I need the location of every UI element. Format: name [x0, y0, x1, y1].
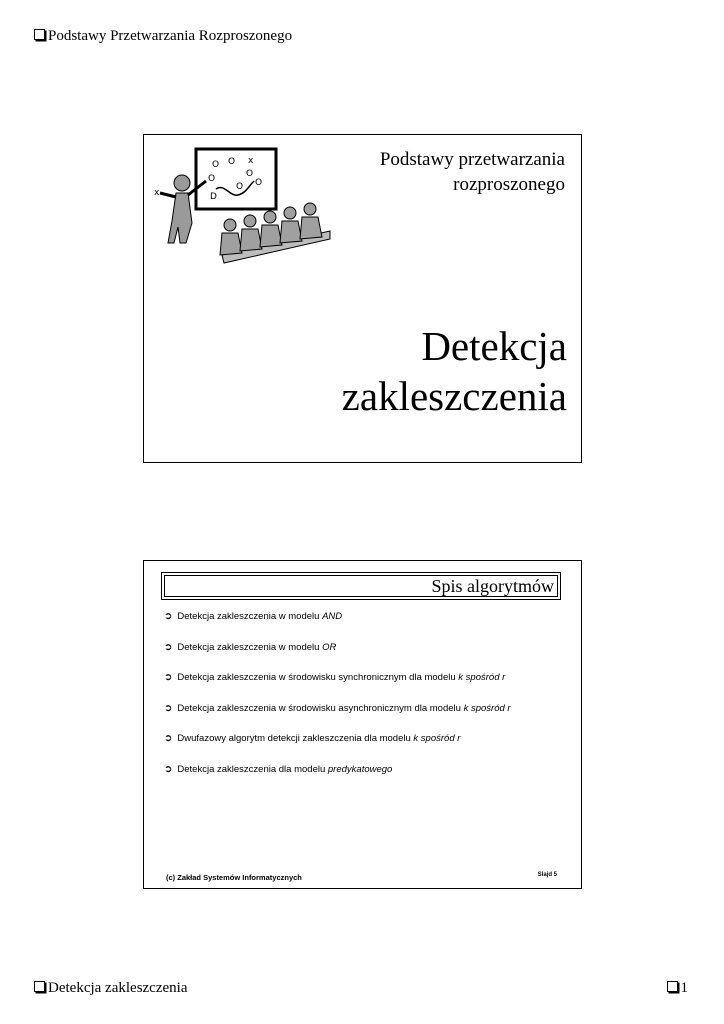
item-text: Detekcja zakleszczenia w środowisku asynchronicznym dla modelu: [177, 702, 464, 714]
item-emphasis: k spośród r: [463, 702, 511, 714]
board-mark: D: [210, 192, 217, 202]
title-line: Detekcja: [421, 323, 567, 369]
board-mark: O: [208, 174, 216, 184]
list-item: [164, 672, 511, 703]
arrow-bullet-icon: ➲: [164, 733, 173, 745]
algorithms-slide: [143, 560, 582, 889]
slide-title: Spis algorytmów: [431, 576, 554, 596]
slide-title-bar: [161, 572, 561, 600]
subtitle-line: Podstawy przetwarzania: [379, 149, 565, 170]
arrow-bullet-icon: ➲: [164, 763, 173, 775]
board-mark: O: [228, 157, 236, 167]
subtitle-line: rozproszonego: [453, 174, 565, 195]
item-emphasis: predykatowego: [327, 763, 393, 775]
list-item: [164, 642, 511, 673]
item-text: Detekcja zakleszczenia dla modelu: [177, 763, 328, 775]
algorithm-list: [164, 611, 511, 795]
item-text: Detekcja zakleszczenia w środowisku synchronicznym dla modelu: [177, 672, 459, 684]
item-text: Detekcja zakleszczenia w modelu: [177, 611, 323, 622]
slide-footer-copyright: (c) Zakład Systemów Informatycznych: [166, 873, 302, 882]
checkbox-bullet-icon: [34, 29, 45, 40]
board-mark: O: [212, 160, 220, 170]
item-emphasis: AND: [322, 611, 343, 622]
list-item: [164, 703, 511, 734]
board-mark: O: [255, 178, 263, 188]
teacher-presenting-to-students-icon: [152, 143, 332, 271]
item-text: Dwufazowy algorytm detekcji zakleszczenia dla modelu: [177, 733, 414, 745]
board-mark: O: [246, 169, 254, 179]
page-number: [667, 980, 689, 997]
item-text: Detekcja zakleszczenia w modelu: [177, 641, 323, 653]
page-header-text: Podstawy Przetwarzania Rozproszonego: [48, 28, 293, 44]
slide-title: [237, 321, 567, 421]
svg-text:x: x: [154, 188, 160, 198]
slide-subtitle: [325, 147, 565, 197]
board-mark: O: [236, 182, 244, 192]
list-item: [164, 764, 511, 795]
checkbox-bullet-icon: [34, 981, 45, 992]
arrow-bullet-icon: ➲: [164, 641, 173, 653]
board-mark: x: [248, 156, 254, 166]
list-item: [164, 733, 511, 764]
page-footer: [34, 980, 187, 997]
title-line: zakleszczenia: [341, 373, 567, 419]
list-item: [164, 611, 511, 642]
arrow-bullet-icon: ➲: [164, 702, 173, 714]
title-slide: [143, 134, 582, 463]
item-emphasis: OR: [322, 641, 337, 653]
slide-number: Slajd 5: [537, 872, 557, 878]
arrow-bullet-icon: ➲: [164, 672, 173, 684]
page-header: [34, 28, 292, 45]
item-emphasis: k spośród r: [458, 672, 506, 684]
page-footer-text: Detekcja zakleszczenia: [48, 980, 188, 996]
arrow-bullet-icon: ➲: [164, 611, 173, 622]
page-number-text: 1: [680, 980, 688, 996]
checkbox-bullet-icon: [667, 981, 678, 992]
item-emphasis: k spośród r: [413, 733, 461, 745]
